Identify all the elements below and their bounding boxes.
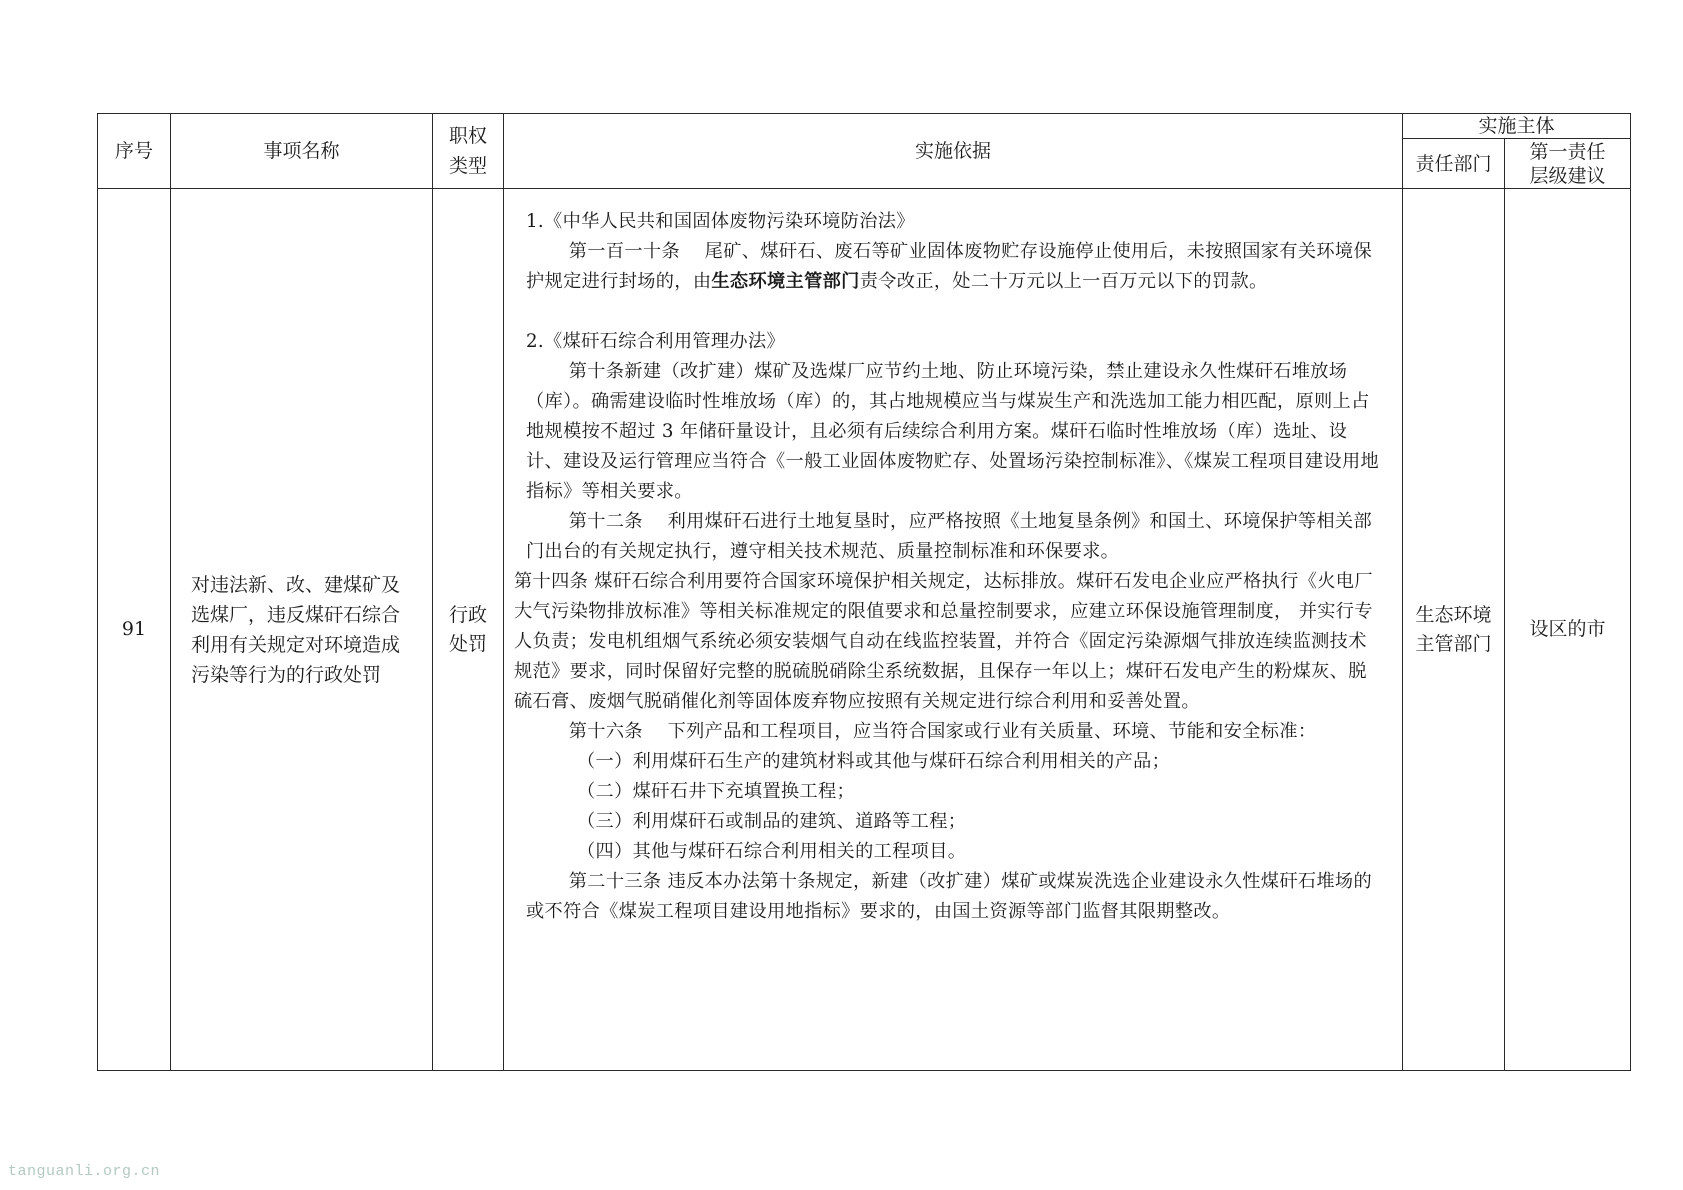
header-basis: 实施依据 bbox=[504, 114, 1403, 189]
header-level bbox=[1505, 139, 1631, 189]
list-item: （三）利用煤矸石或制品的建筑、道路等工程； bbox=[577, 811, 967, 832]
row-dept-text: 生态环境主管部门 bbox=[1415, 603, 1492, 655]
row-basis bbox=[504, 189, 1403, 1071]
law1-title: 1.《中华人民共和国固体废物污染环境防治法》 bbox=[526, 211, 915, 232]
header-type-text: 职权类型 bbox=[448, 125, 487, 177]
law2-title: 2.《煤矸石综合利用管理办法》 bbox=[526, 331, 786, 352]
law2-article-12: 第十二条 利用煤矸石进行土地复垦时，应严格按照《土地复垦条例》和国土、环境保护等相关部门出台的有关规定执行，遵守相关技术规范、质量控制标准和环保要求。 bbox=[526, 511, 1373, 562]
site-watermark: tanguanli.org.cn bbox=[8, 1163, 161, 1180]
law2-article-23: 第二十三条 违反本办法第十条规定，新建（改扩建）煤矿或煤炭洗选企业建设永久性煤矸石堆场的或不符合《煤炭工程项目建设用地指标》要求的，由国土资源等部门监督其限期整改。 bbox=[526, 871, 1373, 922]
header-level-text: 第一责任层级建议 bbox=[1529, 140, 1606, 187]
law2-article-10: 第十条新建（改扩建）煤矿及选煤厂应节约土地、防止环境污染，禁止建设永久性煤矸石堆放场（库）。确需建设临时性堆放场（库）的，其占地规模应当与煤炭生产和洗选加工能力相匹配，原则上占地规模按不超过 3 年储矸量设计，且必须有后续综合利用方案。煤矸石临时性堆放场（库）选址、设计、建设及运行管理应当符合《一般工业固体废物贮存、处置场污染控制标准》、《煤炭工程项目建设用地指标》等相关要求。 bbox=[526, 361, 1380, 502]
law1-article-110-part2: 责令改正，处二十万元以上一百万元以下的罚款。 bbox=[859, 271, 1268, 292]
table-row bbox=[98, 189, 1631, 1071]
enforcement-table bbox=[97, 113, 1631, 1071]
list-item: （四）其他与煤矸石综合利用相关的工程项目。 bbox=[577, 841, 967, 862]
paragraph-gap bbox=[514, 297, 1382, 327]
list-item: （一）利用煤矸石生产的建筑材料或其他与煤矸石综合利用相关的产品； bbox=[577, 751, 1171, 772]
header-dept: 责任部门 bbox=[1403, 139, 1505, 189]
row-name: 对违法新、改、建煤矿及选煤厂，违反煤矸石综合利用有关规定对环境造成污染等行为的行政处罚 bbox=[171, 189, 433, 1071]
header-type bbox=[433, 114, 504, 189]
header-subject: 实施主体 bbox=[1403, 114, 1631, 139]
header-name: 事项名称 bbox=[171, 114, 433, 189]
law1-article-110-part1: 第一百一十条 尾矿、煤矸石、废石等矿业固体废物贮存设施停止使用后，未按照国家有关环境保护规定进行封场的，由 bbox=[526, 241, 1373, 292]
law2-article-14: 第十四条 煤矸石综合利用要符合国家环境保护相关规定，达标排放。煤矸石发电企业应严格执行《火电厂大气污染物排放标准》等相关标准规定的限值要求和总量控制要求，应建立环保设施管理制度， 并实行专人负责；发电机组烟气系统必须安装烟气自动在线监控装置，并符合《固定污染源烟气排放连续监测技术规范》要求，同时保留好完整的脱硫脱硝除尘系统数据，且保存一年以上；煤矸石发电产生的粉煤灰、脱硫石膏、废烟气脱硝催化剂等固体废弃物应按照有关规定进行综合利用和妥善处置。 bbox=[514, 571, 1373, 712]
list-item: （二）煤矸石井下充填置换工程； bbox=[577, 781, 856, 802]
basis-text bbox=[514, 207, 1382, 927]
law1-article-110 bbox=[514, 237, 1382, 297]
row-type-text: 行政处罚 bbox=[448, 603, 487, 655]
row-seq: 91 bbox=[98, 189, 171, 1071]
row-dept bbox=[1403, 189, 1505, 1071]
row-level: 设区的市 bbox=[1505, 189, 1631, 1071]
law1-article-110-bold: 生态环境主管部门 bbox=[711, 271, 860, 292]
row-type bbox=[433, 189, 504, 1071]
law2-article-16: 第十六条 下列产品和工程项目，应当符合国家或行业有关质量、环境、节能和安全标准： bbox=[568, 721, 1317, 742]
header-seq: 序号 bbox=[98, 114, 171, 189]
